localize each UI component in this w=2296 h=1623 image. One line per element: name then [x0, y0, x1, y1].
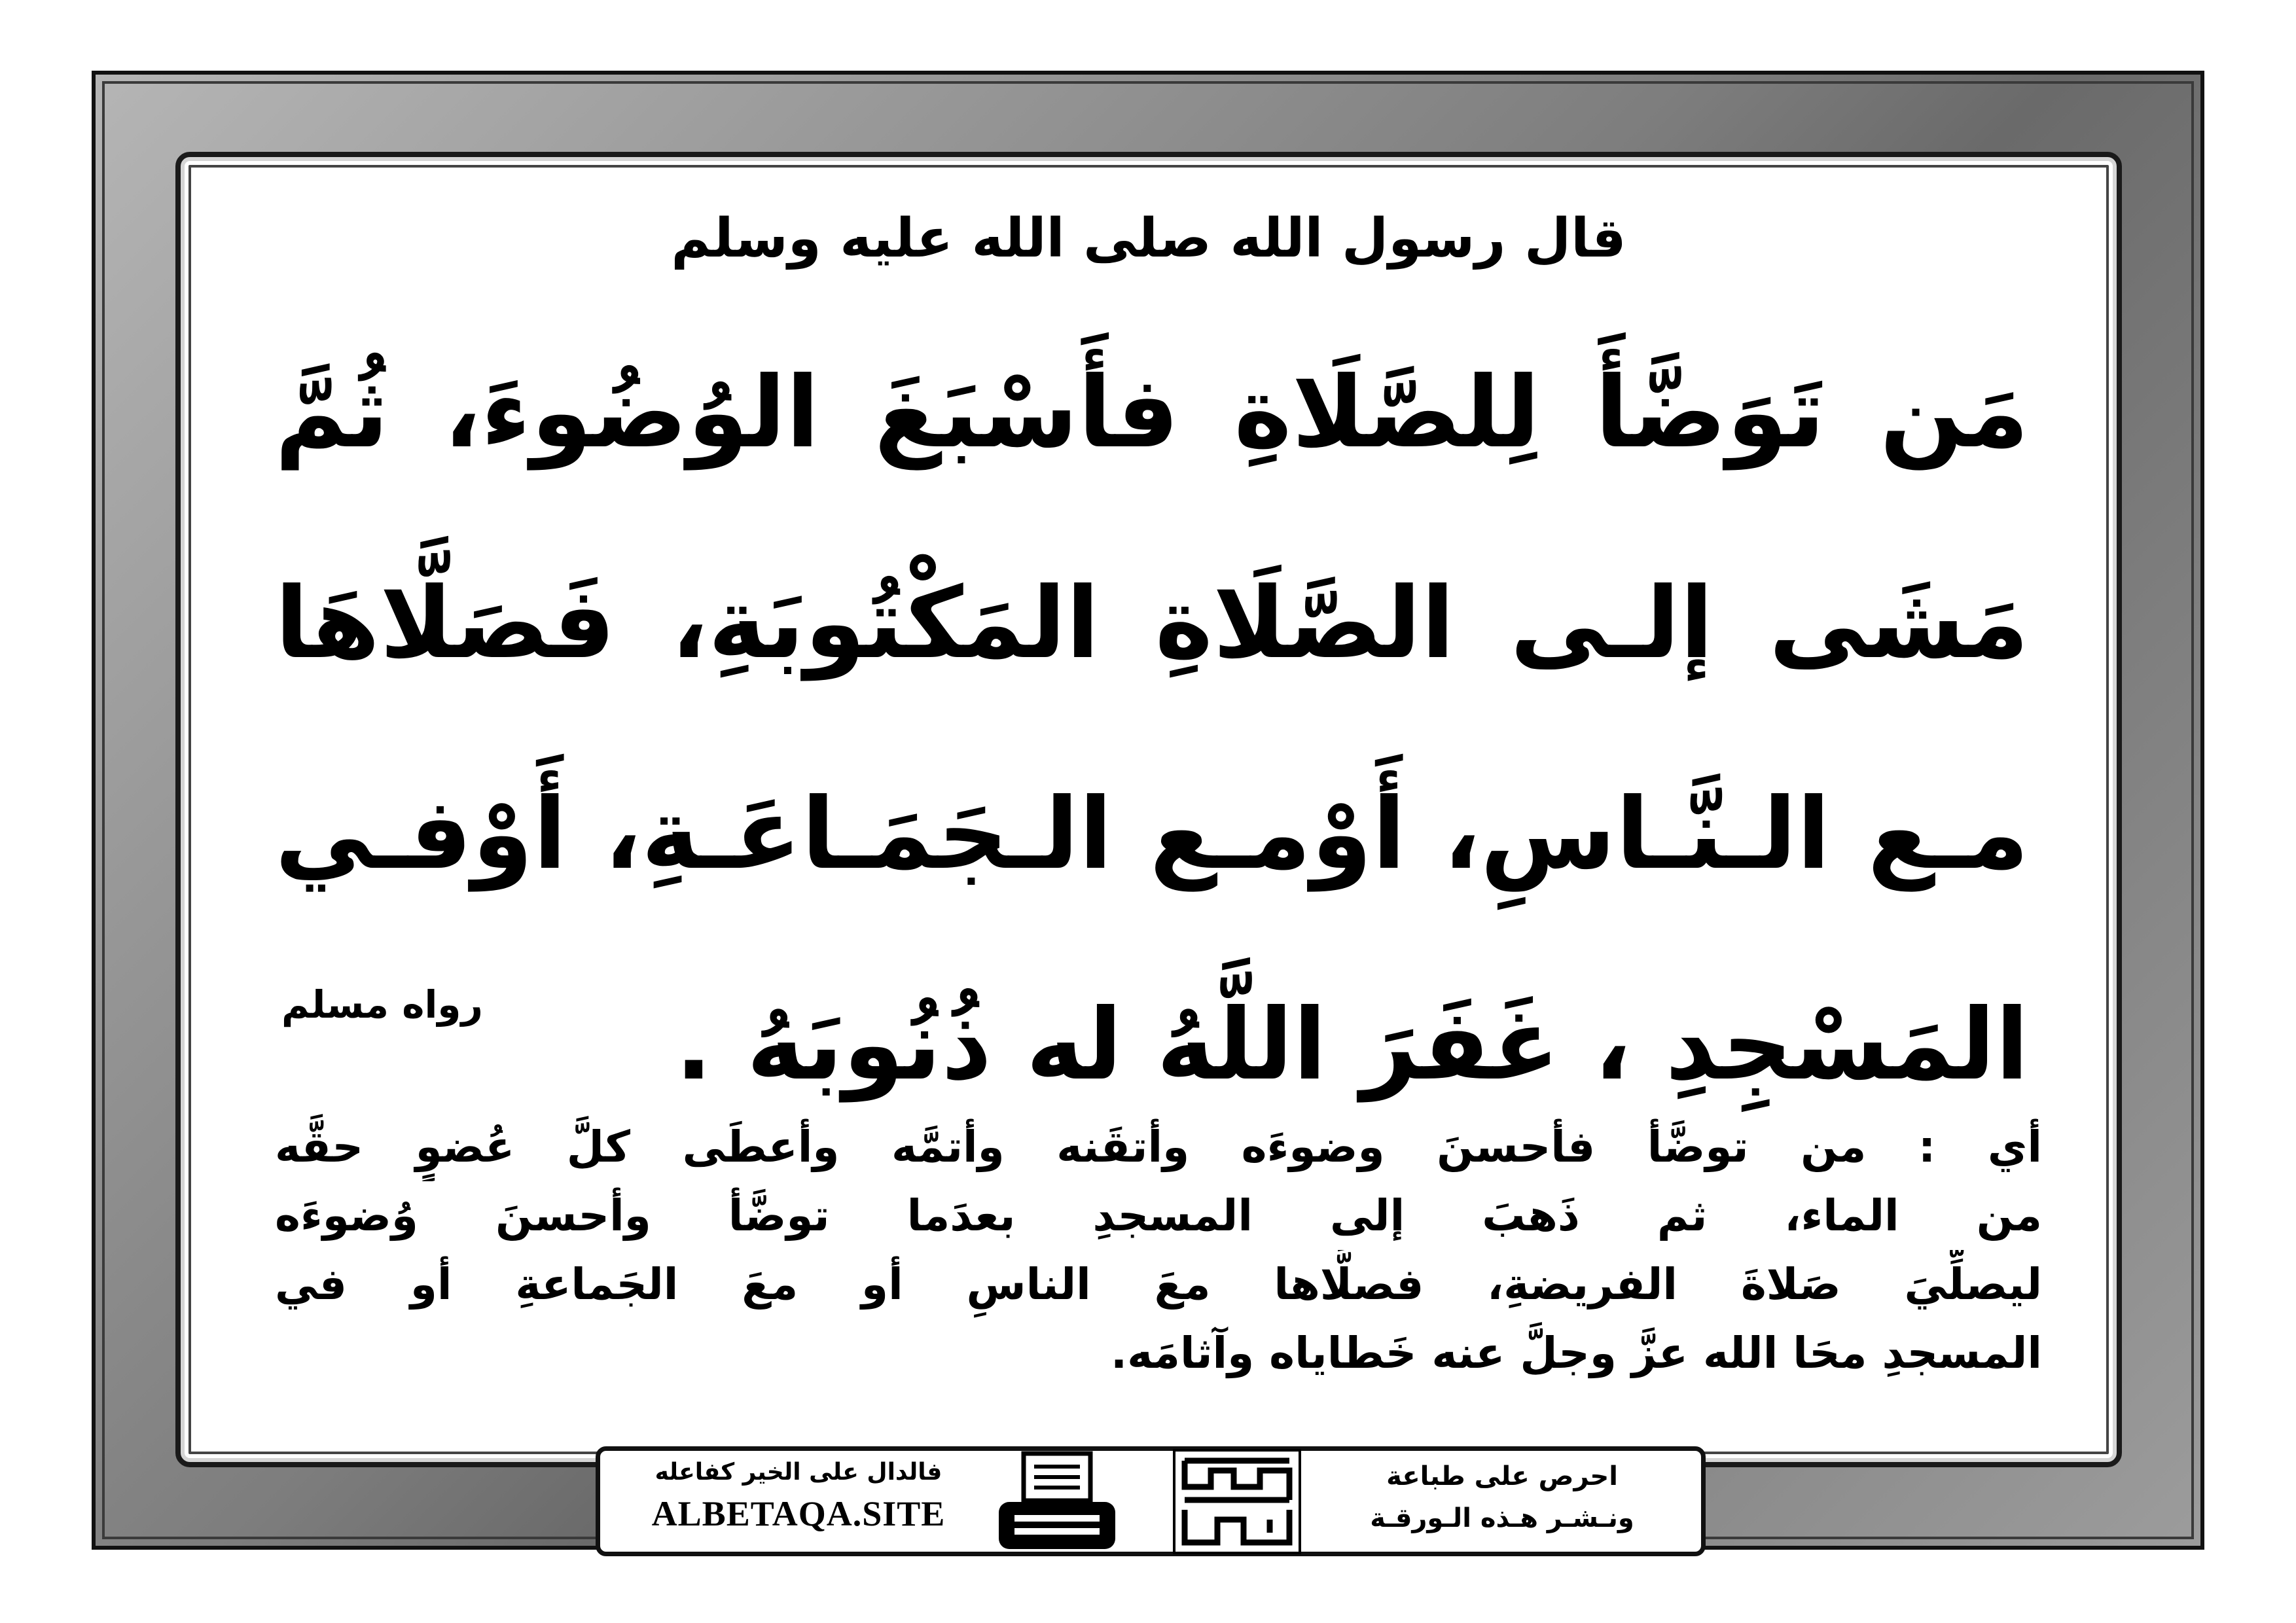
hadith-line: المَسْجِدِ ، غَفَرَ اللَّهُ له ذُنُوبَهُ . [675, 988, 2029, 1102]
printer-icon [995, 1450, 1119, 1554]
explanation-line: أي : من توضَّأ فأحسنَ وضوءَه وأتقَنه وأتمَّه وأعطَى كلَّ عُضوٍ حقَّه [275, 1122, 2042, 1172]
hadith-line: مَشَى إلـى الصَّلَاةِ المَكْتُوبَةِ، فَصَلَّاهَا [275, 567, 2029, 681]
explanation-text [275, 1113, 2042, 1387]
hadith-line: مـع الـنَّـاسِ، أَوْمـع الـجَمَـاعَـةِ، أَوْفـي [275, 777, 2029, 891]
kufic-logo-mark [1172, 1448, 1302, 1556]
footer-print-line: احرص على طباعة [1386, 1461, 1618, 1491]
explanation-line: المسجدِ محَا الله عزَّ وجلَّ عنه خَطاياه وآثامَه. [1111, 1328, 2042, 1378]
footer-website[interactable]: ALBETAQA.SITE [651, 1494, 946, 1533]
hadith-line: مَن تَوَضَّأَ لِلصَّلَاةِ فأَسْبَغَ الوُضُوءَ، ثُمَّ [275, 356, 2029, 470]
hadith-source: رواه مسلم [281, 982, 483, 1027]
footer-print-request [1316, 1455, 1689, 1547]
footer-website-block [615, 1454, 982, 1546]
hadith-intro: قال رسول الله صلى الله عليه وسلم [671, 207, 1626, 270]
explanation-line: ليصلِّيَ صَلاةَ الفريضةِ، فصلَّاها معَ الناسِ أو معَ الجَماعةِ أو في [275, 1259, 2042, 1310]
explanation-line: من الماء، ثم ذَهبَ إلى المسجدِ بعدَما توضَّأ وأحسنَ وُضوءَه [275, 1190, 2042, 1241]
footer-slogan: فالدال على الخير كفاعله [655, 1459, 942, 1486]
footer-share-line: ونـشـر هـذه الـورقـة [1370, 1503, 1634, 1533]
